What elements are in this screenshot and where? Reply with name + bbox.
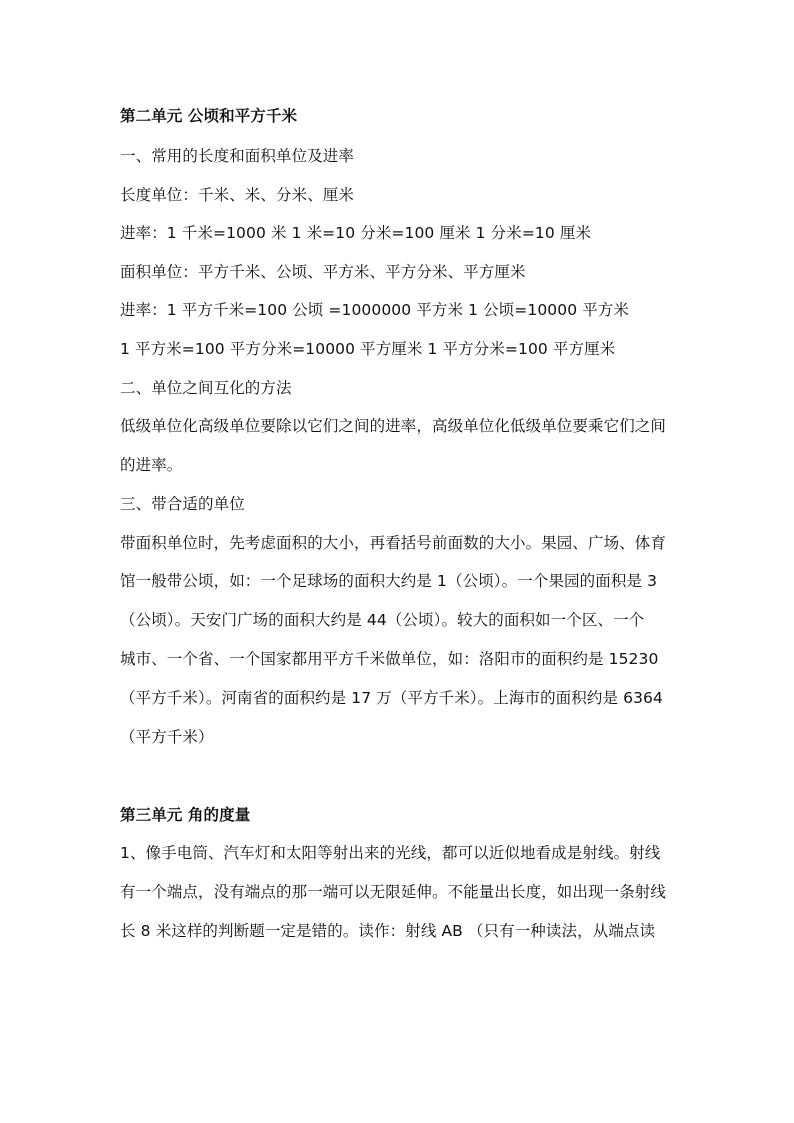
length-rates-line: 进率：1 千米=1000 米 1 米=10 分米=100 厘米 1 分米=10 厘米 [120,224,592,242]
area-rates-line-2: 1 平方米=100 平方分米=10000 平方厘米 1 平方分米=100 平方厘米 [120,340,616,358]
area-rates-line-1: 进率：1 平方千米=100 公顷 =1000000 平方米 1 公顷=10000 平方米 [120,301,629,319]
section3-paragraph-line: 城市、一个省、一个国家都用平方千米做单位，如：洛阳市的面积约是 15230 [120,650,659,668]
section3-heading: 三、带合适的单位 [120,495,245,513]
section3-paragraph-line: （平方千米） [120,728,214,746]
section3-paragraph-line: 馆一般带公顷，如：一个足球场的面积大约是 1（公顷）。一个果园的面积是 3 [120,572,658,590]
section1-heading: 一、常用的长度和面积单位及进率 [120,147,355,165]
unit3-paragraph-line: 长 8 米这样的判断题一定是错的。读作：射线 AB （只有一种读法，从端点读 [120,922,656,940]
section2-heading: 二、单位之间互化的方法 [120,379,292,397]
area-units-line: 面积单位：平方千米、公顷、平方米、平方分米、平方厘米 [120,263,526,281]
section3-paragraph-line: （公顷）。天安门广场的面积大约是 44（公顷）。较大的面积如一个区、一个 [120,611,645,629]
section2-paragraph-line: 的进率。 [120,456,183,474]
unit3-paragraph-line: 有一个端点，没有端点的那一端可以无限延伸。不能量出长度，如出现一条射线 [120,883,667,901]
unit3-title: 第三单元 角的度量 [120,806,251,824]
section2-paragraph-line: 低级单位化高级单位要除以它们之间的进率，高级单位化低级单位要乘它们之间 [120,417,667,435]
section3-paragraph-line: （平方千米）。河南省的面积约是 17 万（平方千米）。上海市的面积约是 6364 [120,689,663,707]
unit3-paragraph-line: 1、像手电筒、汽车灯和太阳等射出来的光线，都可以近似地看成是射线。射线 [120,844,661,862]
unit2-title: 第二单元 公顷和平方千米 [120,107,298,125]
section3-paragraph-line: 带面积单位时，先考虑面积的大小，再看括号前面数的大小。果园、广场、体育 [120,534,667,552]
length-units-line: 长度单位：千米、米、分米、厘米 [120,186,355,204]
